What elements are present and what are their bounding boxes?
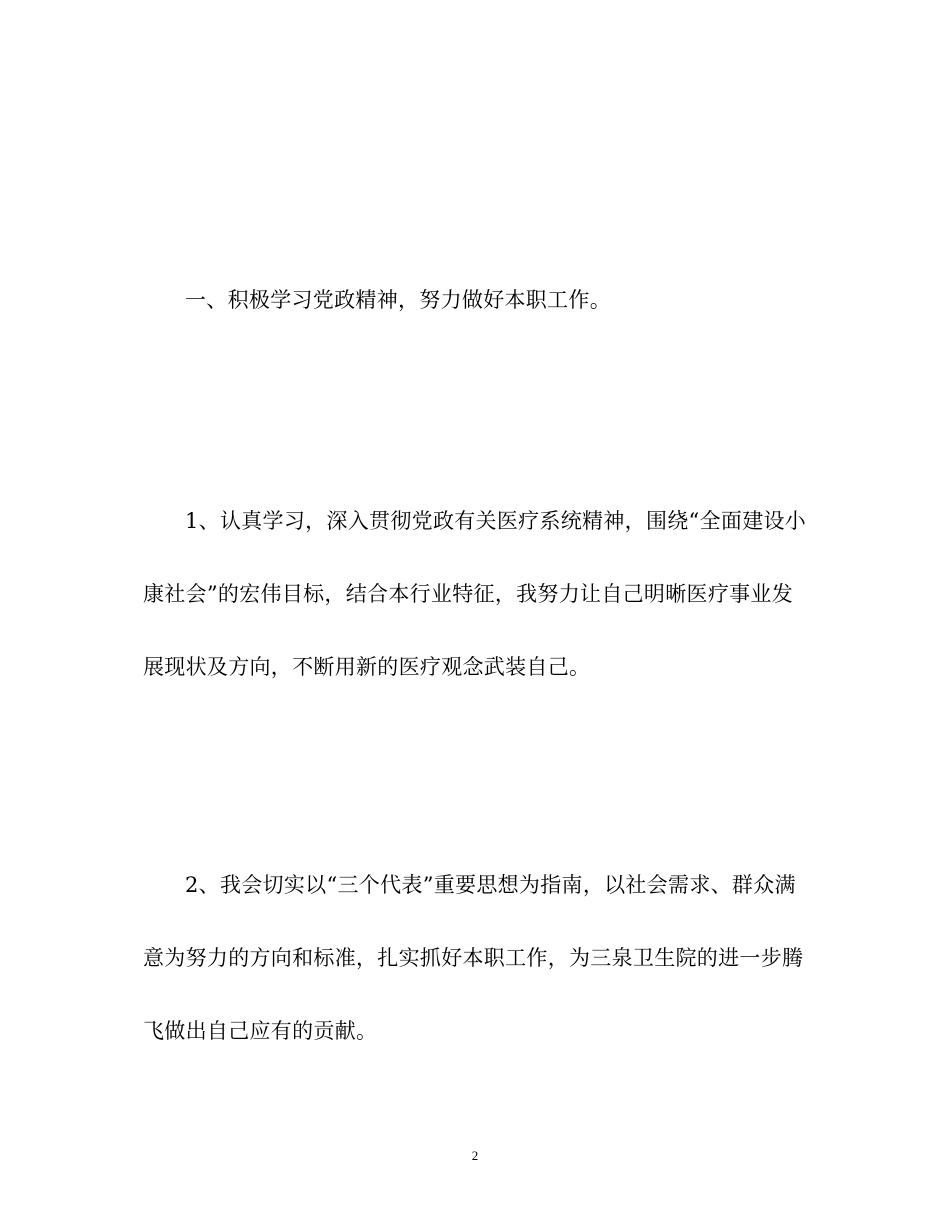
- page-number: 2: [471, 1148, 479, 1163]
- paragraph-item-2: 2、我会切实以“三个代表”重要思想为指南，以社会需求、群众满意为努力的方向和标准，扎实抓好本职工作，为三泉卫生院的进一步腾飞做出自己应有的贡献。: [143, 873, 804, 1043]
- section-heading: 一、积极学习党政精神，努力做好本职工作。: [185, 288, 611, 312]
- paragraph-item-1: 1、认真学习，深入贯彻党政有关医疗系统精神，围绕“全面建设小康社会”的宏伟目标，结合本行业特征，我努力让自己明晰医疗事业发展现状及方向，不断用新的医疗观念武装自己。: [143, 509, 807, 679]
